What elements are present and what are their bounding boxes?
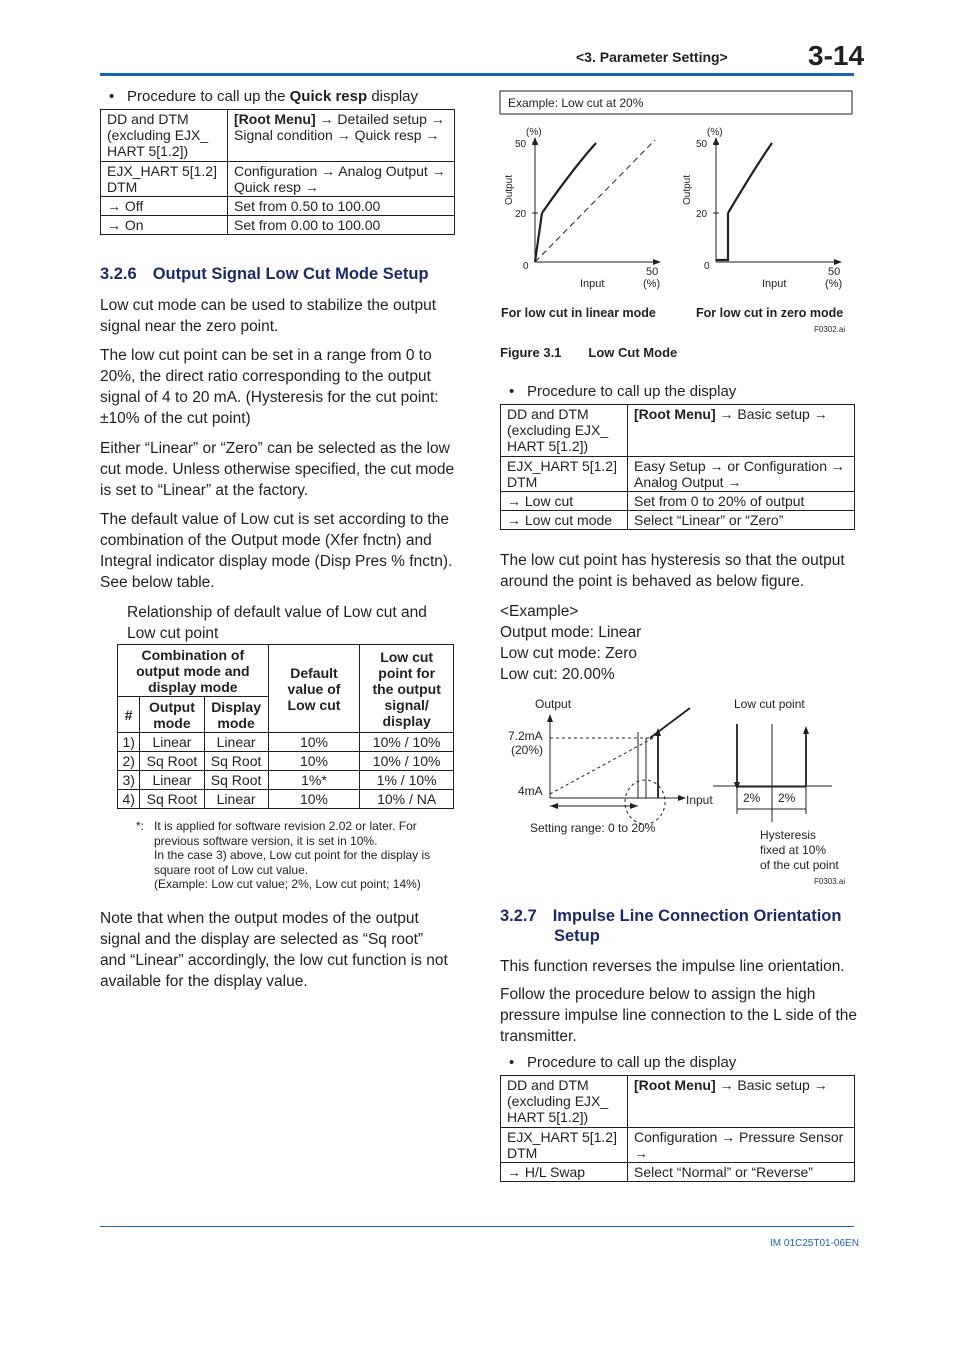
svg-text:50: 50 [828, 266, 841, 278]
svg-text:50: 50 [696, 139, 708, 150]
para-default-value: The default value of Low cut is set according to the combination of the Output mode (Xfer fnctn) and Integral indicator display mode (Disp Pres % fnctn). See below table. [100, 511, 453, 591]
svg-text:2%: 2% [778, 791, 796, 805]
hl-swap-procedure-table [500, 1075, 855, 1182]
para-hysteresis: The low cut point has hysteresis so that the output around the point is behaved as below figure. [500, 552, 845, 590]
svg-text:(%): (%) [707, 127, 723, 138]
cell-hl-swap: → H/L Swap [501, 1163, 628, 1182]
section-heading-326: 3.2.6 Output Signal Low Cut Mode Setup [100, 265, 429, 283]
cell-ejx-dtm: EJX_HART 5[1.2] DTM [501, 457, 628, 492]
cell-dd-dtm-path: [Root Menu] → Detailed setup → Signal condition → Quick resp → [228, 110, 455, 162]
table-row: 3) Linear Sq Root 1%* 1% / 10% [118, 771, 454, 790]
figure-file-id: F0302.ai [814, 325, 846, 334]
para-reverse: This function reverses the impulse line orientation. [500, 958, 845, 975]
header-combination: Combination of output mode and display mode [118, 645, 269, 697]
svg-text:20: 20 [696, 209, 708, 220]
svg-text:Input: Input [580, 278, 605, 290]
table-row: 2) Sq Root Sq Root 10% 10% / 10% [118, 752, 454, 771]
low-cut-default-table [117, 644, 454, 809]
header-output-mode: Output mode [140, 697, 204, 733]
svg-text:Input: Input [686, 793, 713, 807]
para-low-cut-mode: Either “Linear” or “Zero” can be selected as the low cut mode. Unless otherwise specified, the cut mode is set to “Linear” at the factory. [100, 440, 455, 499]
cell-hl-swap-value: Select “Normal” or “Reverse” [628, 1163, 855, 1182]
cell-ejx-dtm-path: Configuration → Analog Output → Quick resp → [228, 162, 455, 197]
svg-text:Output: Output [682, 174, 693, 205]
para-follow: Follow the procedure below to assign the high pressure impulse line connection to the L side of the transmitter. [500, 986, 857, 1045]
cell-ejx-dtm-path: Configuration → Pressure Sensor → [628, 1128, 855, 1163]
figure-caption: Figure 3.1 Low Cut Mode [500, 345, 678, 360]
linear-mode-graph [504, 127, 661, 290]
cell-low-cut-value: Set from 0 to 20% of output [628, 492, 855, 511]
cell-dd-dtm-path: [Root Menu] → Basic setup → [628, 405, 855, 457]
cell-low-cut: → Low cut [501, 492, 628, 511]
table-row: 1) Linear Linear 10% 10% / 10% [118, 733, 454, 752]
svg-text:Low cut point: Low cut point [734, 697, 805, 711]
svg-text:0: 0 [704, 261, 710, 272]
svg-text:0: 0 [523, 261, 529, 272]
quick-resp-table [100, 109, 455, 235]
hl-procedure-bullet: • Procedure to call up the display [527, 1054, 736, 1071]
cell-ejx-dtm-path: Easy Setup → or Configuration → Analog Output → [628, 457, 855, 492]
cell-dd-dtm: DD and DTM (excluding EJX_ HART 5[1.2]) [101, 110, 228, 162]
svg-text:50: 50 [515, 139, 527, 150]
footnote: It is applied for software revision 2.02 or later. For previous software version, it is set in 10%. In the case 3) above, Low cut point for the display is square root of Low cut value. (Example: Low cut value; 2%, Low cut point; 14%) [154, 819, 431, 891]
svg-text:20: 20 [515, 209, 527, 220]
svg-text:(%): (%) [825, 278, 843, 290]
cell-off-value: Set from 0.50 to 100.00 [228, 197, 455, 216]
header-display-mode: Display mode [204, 697, 268, 733]
cell-dd-dtm: DD and DTM (excluding EJX_ HART 5[1.2]) [501, 405, 628, 457]
header-rule [100, 73, 854, 76]
svg-text:7.2mA: 7.2mA [508, 729, 543, 743]
caption-linear-mode: For low cut in linear mode [501, 306, 656, 320]
footer-rule [100, 1226, 854, 1227]
header-low-cut-point: Low cut point for the output signal/ display [360, 645, 454, 733]
cell-on: → On [101, 216, 228, 235]
hysteresis-figure [498, 690, 858, 890]
cell-low-cut-mode-value: Select “Linear” or “Zero” [628, 511, 855, 530]
footnote-mark: *: [136, 819, 145, 833]
svg-text:(20%): (20%) [511, 743, 544, 757]
low-cut-mode-figure [498, 88, 858, 338]
example-settings: <Example> Output mode: Linear Low cut mode: Zero Low cut: 20.00% [500, 603, 642, 683]
low-cut-procedure-table [500, 404, 855, 530]
cell-dd-dtm: DD and DTM (excluding EJX_ HART 5[1.2]) [501, 1076, 628, 1128]
example-box-label: Example: Low cut at 20% [508, 96, 644, 110]
lowcut-procedure-bullet: • Procedure to call up the display [527, 383, 736, 400]
header-number: # [118, 697, 140, 733]
section-header: <3. Parameter Setting> [576, 49, 728, 65]
svg-text:(%): (%) [526, 127, 542, 138]
svg-text:50: 50 [646, 266, 659, 278]
cell-on-value: Set from 0.00 to 100.00 [228, 216, 455, 235]
document-id: IM 01C25T01-06EN [770, 1238, 859, 1249]
svg-text:(%): (%) [643, 278, 661, 290]
figure-file-id: F0303.ai [814, 877, 846, 886]
section-heading-327: 3.2.7 Impulse Line Connection Orientation Setup [500, 907, 842, 945]
cell-off: → Off [101, 197, 228, 216]
page-number: 3-14 [808, 40, 865, 71]
svg-text:Output: Output [535, 697, 572, 711]
svg-text:Setting range: 0 to 20%: Setting range: 0 to 20% [530, 821, 656, 835]
svg-text:4mA: 4mA [518, 784, 543, 798]
cell-dd-dtm-path: [Root Menu] → Basic setup → [628, 1076, 855, 1128]
relationship-caption: Relationship of default value of Low cut and Low cut point [127, 604, 427, 642]
cell-low-cut-mode: → Low cut mode [501, 511, 628, 530]
svg-text:Input: Input [762, 278, 787, 290]
caption-zero-mode: For low cut in zero mode [696, 306, 844, 320]
svg-text:Output: Output [504, 174, 515, 205]
cell-ejx-dtm: EJX_HART 5[1.2] DTM [101, 162, 228, 197]
para-low-cut-intro: Low cut mode can be used to stabilize the output signal near the zero point. [100, 297, 437, 335]
para-low-cut-range: The low cut point can be set in a range from 0 to 20%, the direct ratio corresponding to the output signal of 4 to 20 mA. (Hysteresis for the cut point: ±10% of the cut point) [100, 347, 439, 427]
svg-text:2%: 2% [743, 791, 761, 805]
quick-resp-bullet: • Procedure to call up the Quick resp display [127, 88, 418, 105]
zero-mode-graph [682, 127, 842, 290]
svg-text:fixed at 10%: fixed at 10% [760, 843, 827, 857]
cell-ejx-dtm: EJX_HART 5[1.2] DTM [501, 1128, 628, 1163]
para-sqroot-note: Note that when the output modes of the output signal and the display are selected as “Sq root” and “Linear” accordingly, the low cut function is not available for the display value. [100, 910, 448, 990]
svg-text:Hysteresis: Hysteresis [760, 828, 817, 842]
header-default-value: Default value of Low cut [268, 645, 360, 733]
table-row: 4) Sq Root Linear 10% 10% / NA [118, 790, 454, 809]
svg-text:of the cut point: of the cut point [760, 858, 839, 872]
